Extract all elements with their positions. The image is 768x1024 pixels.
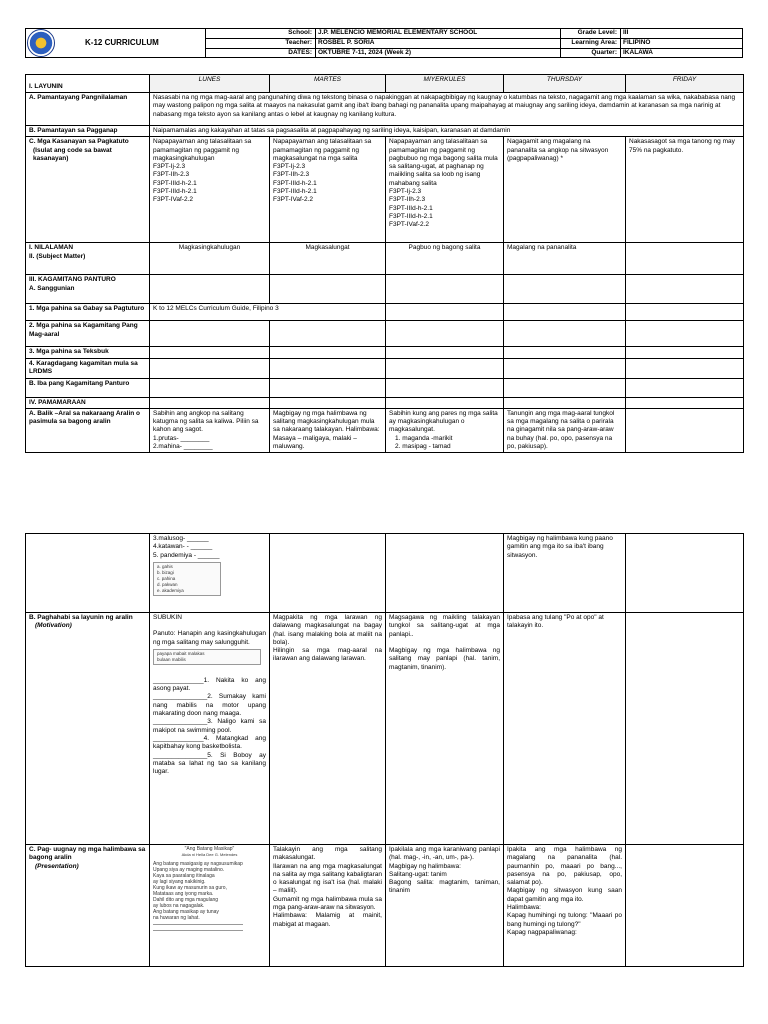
kagamitan-pang-label: 2. Mga pahina sa Kagamitang Pang Mag-aaral (26, 321, 150, 347)
gabay-row (26, 304, 744, 321)
kagamitan-cell (26, 275, 150, 304)
grade-value: III (623, 29, 629, 36)
nilalaman-value (626, 243, 744, 275)
list-item: _______________2. Sumakay kami nang mabilis na motor upang makarating doon nang maaga. (153, 693, 266, 718)
nilalaman-value: Magkasingkahulugan (150, 243, 270, 275)
kasanayan-cell (26, 137, 150, 243)
poem-title: "Ang Batang Masikap" (184, 846, 235, 852)
presentation-sub: (Presentation) (35, 862, 79, 870)
choice-item: d. pakwan (157, 581, 178, 587)
nilalaman-label: I. NILALAMAN (29, 244, 74, 252)
choice-item: b. bizagi (157, 569, 174, 575)
choices-box (153, 562, 221, 596)
kagamitan-row (26, 275, 744, 304)
pagganap-text: Naipamamalas ang kakayahan at tatas sa pagsasalita at pagpapahayag ng sariling ideya, kaisipan, karanasan at damdamin (150, 126, 744, 137)
balik-tue: Magbigay ng mga halimbawa ng salitang magkasingkahulugan mula sa nakaraang talakayan. Halimbawa: Masaya – maligaya, malaki – maluwang. (270, 408, 386, 452)
presentation-thu: Ipakita ang mga halimbawa ng magalang na pananalita (hal. paumanhin po, maaari po bang..., pasensya na po, pakiusap, opo, salamat po). Magbigay ng sitwasyon kung saan dapat gamitin ang mga ito. Halimbawa: Kapag humihingi ng tulong: "Maaari po bang humingi ng tulong?" Kapag nagpapaliwanag: (504, 845, 626, 967)
nilalaman-value: Pagbuo ng bagong salita (386, 243, 504, 275)
kasanayan-text: Nagagamit ang magalang na pananalita sa angkop na sitwasyon (pagpapaliwanag) * (507, 138, 609, 162)
kasanayan-text: Nakasasagot sa mga tanong ng may 75% na pagkatuto. (629, 138, 735, 154)
list-item: 2. masipag - tamad (395, 443, 451, 451)
subukin-title: SUBUKIN (153, 614, 182, 621)
kasanayan-cell (270, 137, 386, 243)
lrdms-row (26, 358, 744, 378)
motivation-sub: (Motivation) (35, 622, 72, 630)
deped-seal-icon (27, 29, 55, 57)
motivation-thu: Ipabasa ang tulang "Po at opo" at talakayin ito. (504, 613, 626, 845)
kasanayan-cell (150, 137, 270, 243)
kasanayan-text: Napapayaman ang talasalitaan sa pamamagitan ng paggamit ng pagbubuo ng mga bagong salita mula sa salitang-ugat, at paghanap ng maiikling salita sa loob ng isang mahabang salita (389, 138, 498, 187)
days-header-row (26, 75, 744, 93)
word-box: payapa mabait malakas bulaan mabilis (153, 649, 261, 665)
nilalaman-cell (26, 243, 150, 275)
school-label: School: (288, 29, 312, 36)
kasanayan-codes: F3PT-Ij-2.3 F3PT-IIh-2.3 F3PT-IIId-h-2.1 F3PT-IIId-h-2.1 F3PT-IVaf-2.2 (273, 163, 317, 204)
subukin-instruction: Panuto: Hanapin ang kasingkahulugan ng mga salitang may salungguhit. (153, 630, 266, 646)
list-item: _______________3. Naligo kami sa makipot na swimming pool. (153, 718, 266, 734)
cont-mon: 3.malusog- ______ 4.katawan- - ______ 5. pandemiya - ______ (153, 535, 220, 559)
poem-cell (150, 845, 270, 967)
area-label: Learning Area: (571, 39, 617, 46)
pamamaraan-label: IV. PAMAMARAAN (26, 397, 150, 408)
day-header: THURSDAY (504, 75, 626, 93)
teksbuk-label: 3. Mga pahina sa Teksbuk (26, 347, 150, 358)
gabay-label: 1. Mga pahina sa Gabay sa Pagtuturo (26, 304, 150, 321)
poem-image (153, 846, 266, 931)
pamantayang-label: A. Pamantayang Pangnilalaman (26, 93, 150, 126)
motivation-label: B. Paghahabi sa layunin ng aralin (29, 614, 133, 621)
area-value: FILIPINO (623, 39, 651, 46)
motivation-wed: Magsagawa ng maikling talakayan tungkol sa salitang-ugat at mga panlapi.. Magbigay ng mga halimbawa ng salitang may panlapi (hal. tanim, magtanim, tinanim). (386, 613, 504, 845)
pagganap-label: B. Pamantayan sa Pagganap (26, 126, 150, 137)
poem-line: Upang siya ay maging matalino. (153, 867, 225, 873)
choice-item: c. pahina (157, 575, 176, 581)
day-header: FRIDAY (626, 75, 744, 93)
nilalaman-value: Magkasalungat (270, 243, 386, 275)
sanggunian-label: A. Sanggunian (29, 284, 75, 292)
poem-line: Ang batang masigasig ay nagsusumikap (153, 861, 243, 867)
list-item: ______________1. Nakita ko ang asong payat. (153, 676, 266, 693)
kasanayan-label: C. Mga Kasanayan sa Pagkatuto (29, 138, 129, 146)
pagganap-row (26, 126, 744, 137)
pamantayang-text: Nasasabi na ng mga mag-aaral ang pangunahing diwa ng tekstong binasa o napakinggan at nakapagbibigay ng kaugnay o katumbas na teksto, nagagamit ang mga kaalaman sa wika, nakababasa nang may wastong palipon ng mga salita at maayos na nakasulat gamit ang iba't ibang bahagi ng pananalita upang maipahayag at maiugnay ang sariling ideya, damdamin at karanasan sa mga narinig at nabasang mga teksto ayon sa kanilang antas o lebel at kaugnay ng kanilang kultura. (150, 93, 744, 126)
balik-wed: Sabihin kung ang pares ng mga salita ay magkasingkahulugan o magkasalungat. (389, 409, 498, 434)
presentation-wed: Ipakilala ang mga karaniwang panlapi (hal. mag-, -in, -an, um-, pa-). Magbigay ng halimbawa: Salitang-ugat: tanim Bagong salita: magtanim, taniman, tinanim (386, 845, 504, 967)
motivation-tue: Magpakita ng mga larawan ng dalawang magkasalungat na bagay (hal. isang malaking bola at maliit na bola). Hilingin sa mga mag-aaral na ilarawan ang dalawang larawan. (270, 613, 386, 845)
poem-line: Kung ikaw ay masunurin sa guro, (153, 885, 227, 891)
nilalaman-value: Magalang na pananalita (504, 243, 626, 275)
balik-label: A. Balik –Aral sa nakaraang Aralin o pasimula sa bagong aralin (26, 408, 150, 452)
list-item: 1. maganda -marikit (395, 434, 453, 442)
motivation-row (26, 613, 744, 845)
kasanayan-codes: F3PT-Ij-2.3 F3PT-IIh-2.3 F3PT-IIId-h-2.1 F3PT-IIId-h-2.1 F3PT-IVaf-2.2 (389, 188, 433, 229)
poem-line: na huwaran ng lahat. (153, 915, 200, 921)
pamantayang-row (26, 93, 744, 126)
layunin-label: I. LAYUNIN (26, 75, 150, 93)
poem-line: ay lagi siyang nakikinig. (153, 879, 206, 885)
kasanayan-cell (504, 137, 626, 243)
kasanayan-cell (626, 137, 744, 243)
grade-label: Grade Level: (577, 29, 617, 36)
poem-line: Dahil dito ang mga magulang (153, 897, 219, 903)
balik-wed-cell (386, 408, 504, 452)
presentation-row (26, 845, 744, 967)
motivation-cell (26, 613, 150, 845)
continued-row (26, 534, 744, 613)
choice-item: a. gahis (157, 563, 173, 569)
iba-row (26, 378, 744, 397)
poem-line: Matataas ang iyong marka. (153, 891, 214, 897)
quarter-value: IKALAWA (623, 49, 653, 56)
presentation-cell (26, 845, 150, 967)
kasanayan-text: Napapayaman ang talasalitaan sa pamamagitan ng paggamit ng magkasalungat na mga salita (273, 138, 372, 162)
iba-label: B. Iba pang Kagamitang Panturo (26, 378, 150, 397)
day-header: MIYERKULES (386, 75, 504, 93)
school-value: J.P. MELENCIO MEMORIAL ELEMENTARY SCHOOL (318, 29, 478, 36)
dates-label: DATES: (288, 49, 312, 56)
teksbuk-row (26, 347, 744, 358)
kasanayan-row (26, 137, 744, 243)
subject-matter-label: II. (Subject Matter) (29, 252, 86, 260)
teacher-value: ROSBEL P. SORIA (318, 39, 375, 46)
quarter-label: Quarter: (591, 49, 617, 56)
kagamitan-label: III. KAGAMITANG PANTURO (29, 276, 116, 284)
kagamitan-pang-row (26, 321, 744, 347)
poem-line: Kaya sa paaralang itinalaga (153, 873, 215, 879)
lrdms-label: 4. Karagdagang kagamitan mula sa LRDMS (26, 358, 150, 378)
pamamaraan-row (26, 397, 744, 408)
lesson-plan-table-page1 (25, 74, 744, 453)
kasanayan-sub: (Isulat ang code sa bawat kasanayan) (33, 146, 112, 162)
balik-row (26, 408, 744, 452)
list-item: _______________5. Si Boboy ay mataba sa lahat ng tao sa kanilang lugar. (153, 751, 266, 776)
gabay-text: K to 12 MELCs Curriculum Guide, Filipino 3 (150, 304, 386, 321)
presentation-tue: Talakayin ang mga salitang makasalungat. Ilarawan na ang mga magkasalungat na salita ay mga salitang kabaligtaran o kasalungat ng isa't isa (hal. malaki – maliit). Gumamit ng mga halimbawa mula sa mga pang-araw-araw na sitwasyon. Halimbawa: Malamig at mainit, mabigat at magaan. (270, 845, 386, 967)
poem-line: ay lubos na nagagalak. (153, 903, 205, 909)
kasanayan-cell (386, 137, 504, 243)
day-header: LUNES (150, 75, 270, 93)
poem-author: Akda ni Hella Dee G. Melendes (181, 852, 238, 857)
lesson-plan-table-page2 (25, 533, 744, 967)
presentation-label: C. Pag- uugnay ng mga halimbawa sa bagong aralin (29, 846, 146, 862)
poem-line: Ang batang masikap ay tunay (153, 909, 219, 915)
cont-mon-cell (150, 534, 270, 613)
cont-thu: Magbigay ng halimbawa kung paano gamitin ang mga ito sa iba't ibang sitwasyon. (504, 534, 626, 613)
kasanayan-text: Napapayaman ang talasalitaan sa pamamagitan ng paggamit ng magkasingkahulugan (153, 138, 252, 162)
kasanayan-codes: F3PT-Ij-2.3 F3PT-IIh-2.3 F3PT-IIId-h-2.1 F3PT-IIId-h-2.1 F3PT-IVaf-2.2 (153, 163, 197, 204)
motivation-mon-cell (150, 613, 270, 845)
nilalaman-row (26, 243, 744, 275)
balik-mon: Sabihin ang angkop na salitang katugma ng salita sa kaliwa. Piliin sa kahon ang sagot. 1.prutas- ________ 2.mahina- ________ (150, 408, 270, 452)
balik-fri (626, 408, 744, 452)
choice-item: e. akademiya (157, 587, 184, 593)
teacher-label: Teacher: (285, 39, 312, 46)
curriculum-title: K-12 CURRICULUM (85, 38, 159, 47)
dates-value: OKTUBRE 7-11, 2024 (Week 2) (318, 49, 412, 56)
balik-thu: Tanungin ang mga mag-aaral tungkol sa mga magalang na salita o parirala na ginagamit nila sa pang-araw-araw na buhay (hal. po, opo, pasensya na po, pakiusap). (504, 408, 626, 452)
day-header: MARTES (270, 75, 386, 93)
page-header (25, 28, 743, 58)
list-item: ______________4. Matangkad ang kapitbahay kong basketbolista. (153, 734, 266, 751)
